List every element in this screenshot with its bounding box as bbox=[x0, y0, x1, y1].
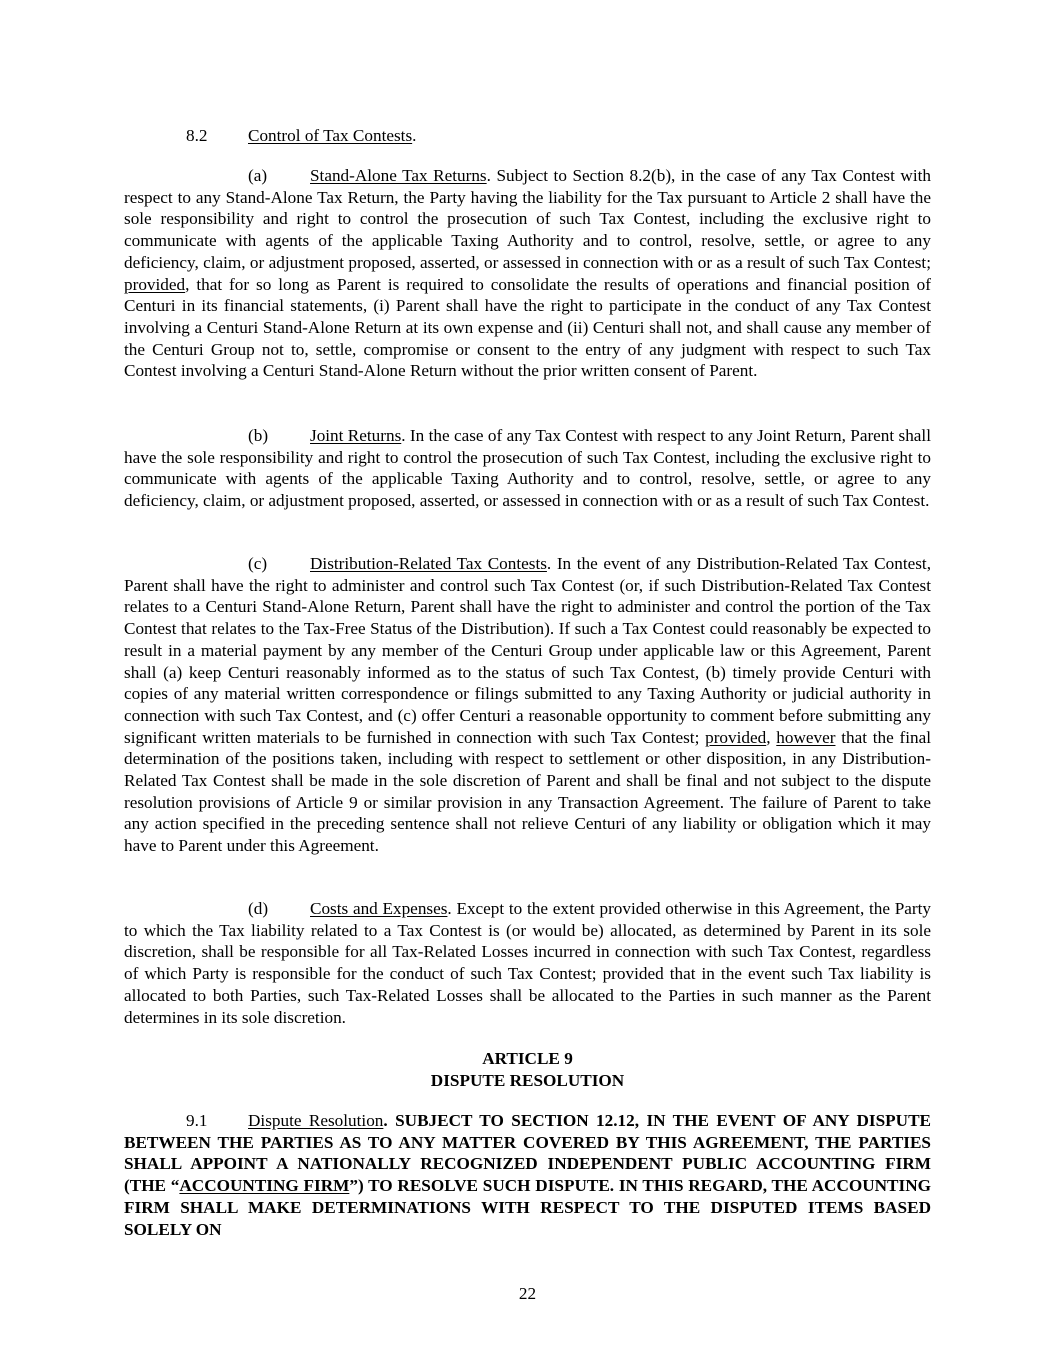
paragraph-label: (a) bbox=[248, 166, 268, 185]
section-number: 8.2 bbox=[186, 126, 208, 145]
however-term: however bbox=[776, 727, 836, 747]
section-8-2-heading: 8.2 Control of Tax Contests. bbox=[186, 126, 417, 145]
paragraph-heading: Costs and Expenses bbox=[310, 899, 448, 918]
paragraph-heading: Stand-Alone Tax Returns bbox=[310, 166, 487, 185]
paragraph-heading: Distribution-Related Tax Contests bbox=[310, 554, 547, 573]
section-number: 9.1 bbox=[186, 1111, 208, 1130]
paragraph-label: (b) bbox=[248, 426, 269, 445]
section-title: Dispute Resolution bbox=[248, 1111, 384, 1130]
paragraph-label: (c) bbox=[248, 554, 268, 573]
section-9-1: 9.1 Dispute Resolution. SUBJECT TO SECTION 12.12, IN THE EVENT OF ANY DISPUTE BETWEEN THE PARTIES AS TO ANY MATTER COVERED BY THIS AGREEMENT, THE PARTIES SHALL APPOINT A NATIONALLY RECOGNIZED INDEPENDENT PUBLIC ACCOUNTING FIRM (THE “ACCOUNTING FIRM”) TO RESOLVE SUCH DISPUTE. IN THIS REGARD, THE ACCOUNTING FIRM SHALL MAKE DETERMINATIONS WITH RESPECT TO THE DISPUTED ITEMS BASED SOLELY ON bbox=[124, 1111, 931, 1239]
paragraph-c: (c) Distribution-Related Tax Contests. In the event of any Distribution-Related Tax Contest, Parent shall have the right to administer and control such Tax Contest (or, if such Distribution-Related Tax Contest relates to a Centuri Stand-Alone Return, Parent shall have the right to administer and control the portion of the Tax Contest that relates to the Tax-Free Status of the Distribution). If such a Tax Contest could reasonably be expected to result in a material payment by any member of the Centuri Group under applicable law or this Agreement, Parent shall (a) keep Centuri reasonably informed as to the status of such Tax Contest, (b) timely provide Centuri with copies of any material written correspondence or filings submitted to any Taxing Authority or judicial authority in connection with such Tax Contest, and (c) offer Centuri a reasonable opportunity to comment before submitting any significant written materials to be furnished in connection with such Tax Contest; provided, however that the final determination of the positions taken, including with respect to settlement or other disposition, in any Distribution-Related Tax Contest shall be made in the sole discretion of Parent and shall be final and not subject to the dispute resolution provisions of Article 9 or similar provision in any Transaction Agreement. The failure of Parent to take any action specified in the preceding sentence shall not relieve Centuri of any liability or obligation which it may have to Parent under this Agreement. bbox=[124, 554, 931, 856]
paragraph-d: (d) Costs and Expenses. Except to the extent provided otherwise in this Agreement, the Party to which the Tax liability related to a Tax Contest is (or would be) allocated, as determined by Parent in its sole discretion, shall be responsible for all Tax-Related Losses incurred in connection with such Tax Contest, regardless of which Party is responsible for the conduct of such Tax Contest; provided that in the event such Tax liability is allocated to both Parties, such Tax-Related Losses shall be allocated to the Parties in such manner as the Parent determines in its sole discretion. bbox=[124, 899, 931, 1027]
article-title: DISPUTE RESOLUTION bbox=[430, 1071, 625, 1090]
article-number: ARTICLE 9 bbox=[482, 1049, 573, 1068]
paragraph-a: (a) Stand-Alone Tax Returns. Subject to Section 8.2(b), in the case of any Tax Contest with respect to any Stand-Alone Tax Return, the Party having the liability for the Tax pursuant to Article 2 shall have the sole responsibility and right to control the prosecution of such Tax Contest, including the exclusive right to communicate with agents of the applicable Taxing Authority and to control, resolve, settle, or agree to any deficiency, claim, or adjustment proposed, asserted, or assessed in connection with or as a result of such Tax Contest; provided, that for so long as Parent is required to consolidate the results of operations and financial position of Centuri in its financial statements, (i) Parent shall have the right to participate in the conduct of any Tax Contest involving a Centuri Stand-Alone Return at its own expense and (ii) Centuri shall not, and shall cause any member of the Centuri Group not to, settle, compromise or consent to the entry of any judgment with respect to such Tax Contest involving a Centuri Stand-Alone Return without the prior written consent of Parent. bbox=[124, 166, 931, 381]
provided-term: provided bbox=[124, 274, 186, 294]
page-number: 22 bbox=[518, 1284, 537, 1303]
paragraph-label: (d) bbox=[248, 899, 269, 918]
provided-term: provided bbox=[705, 727, 767, 747]
paragraph-heading: Joint Returns bbox=[310, 426, 402, 445]
section-title: Control of Tax Contests bbox=[248, 126, 413, 145]
paragraph-b: (b) Joint Returns. In the case of any Tax Contest with respect to any Joint Return, Parent shall have the sole responsibility and right to control the prosecution of such Tax Contest, including the exclusive right to communicate with agents of the applicable Taxing Authority and to control, resolve, settle, or agree to any deficiency, claim, or adjustment proposed, asserted, or assessed in connection with or as a result of such Tax Contest. bbox=[124, 426, 931, 511]
defined-term: ACCOUNTING FIRM bbox=[179, 1176, 350, 1196]
